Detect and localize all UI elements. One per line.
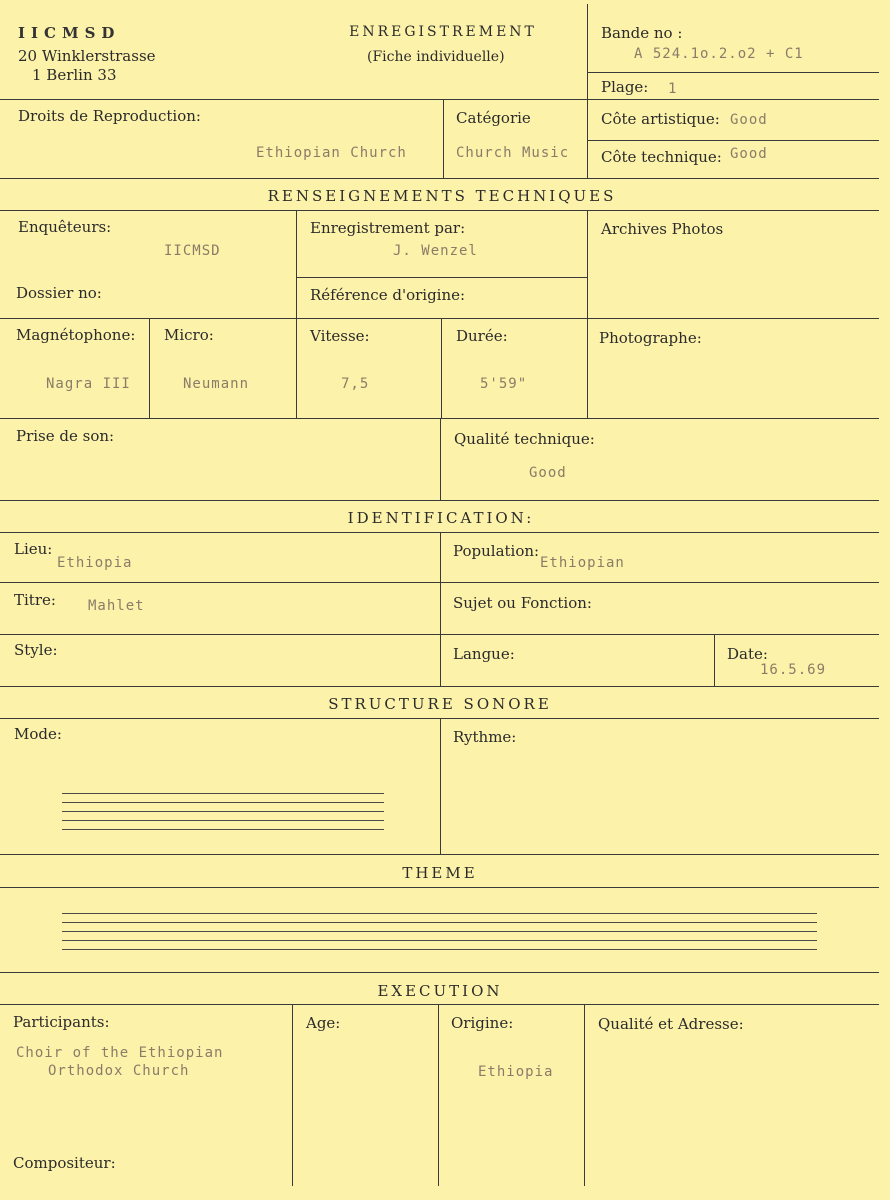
photographe-label: Photographe: xyxy=(599,329,702,347)
divider xyxy=(0,1004,879,1005)
participants-value-line2: Orthodox Church xyxy=(48,1063,190,1079)
population-value: Ethiopian xyxy=(540,555,625,571)
categorie-label: Catégorie xyxy=(456,109,531,127)
divider xyxy=(584,1004,585,1186)
divider xyxy=(0,582,879,583)
form-subtitle: (Fiche individuelle) xyxy=(367,49,505,65)
bande-label: Bande no : xyxy=(601,24,683,42)
divider xyxy=(0,500,879,501)
mode-staff-line xyxy=(62,802,384,803)
mode-staff-line xyxy=(62,793,384,794)
qualite-technique-value: Good xyxy=(529,465,567,481)
plage-label: Plage: xyxy=(601,78,649,96)
org-logo: IICMSD xyxy=(18,24,121,42)
divider xyxy=(0,99,879,100)
form-title: ENREGISTREMENT xyxy=(349,24,537,40)
sujet-fonction-label: Sujet ou Fonction: xyxy=(453,594,592,612)
origine-label: Origine: xyxy=(451,1014,514,1032)
style-label: Style: xyxy=(14,641,58,659)
magnetophone-value: Nagra III xyxy=(46,376,131,392)
divider xyxy=(0,210,879,211)
duree-value: 5'59" xyxy=(480,376,528,392)
theme-staff-line xyxy=(62,913,817,914)
divider xyxy=(441,318,442,418)
plage-value: 1 xyxy=(668,81,678,97)
address-line-1: 20 Winklerstrasse xyxy=(18,47,156,65)
section-title-execution: EXECUTION xyxy=(377,982,503,1000)
cote-artistique-value: Good xyxy=(730,112,768,128)
mode-staff-line xyxy=(62,811,384,812)
divider xyxy=(587,72,879,73)
qualite-adresse-label: Qualité et Adresse: xyxy=(598,1015,744,1033)
divider xyxy=(296,210,297,418)
origine-value: Ethiopia xyxy=(478,1064,554,1080)
date-value: 16.5.69 xyxy=(760,662,827,678)
divider xyxy=(0,887,879,888)
age-label: Age: xyxy=(306,1014,341,1032)
theme-staff-line xyxy=(62,949,817,950)
divider xyxy=(0,318,879,319)
divider xyxy=(587,4,588,178)
compositeur-label: Compositeur: xyxy=(13,1154,116,1172)
population-label: Population: xyxy=(453,542,540,560)
titre-value: Mahlet xyxy=(88,598,145,614)
address-line-2: 1 Berlin 33 xyxy=(32,66,117,84)
divider xyxy=(714,634,715,686)
divider xyxy=(149,318,150,418)
divider xyxy=(438,1004,439,1186)
qualite-technique-label: Qualité technique: xyxy=(454,430,595,448)
enqueteurs-label: Enquêteurs: xyxy=(18,218,112,236)
mode-staff-line xyxy=(62,820,384,821)
divider xyxy=(440,718,441,854)
cote-technique-label: Côte technique: xyxy=(601,148,722,166)
lieu-value: Ethiopia xyxy=(57,555,133,571)
magnetophone-label: Magnétophone: xyxy=(16,326,136,344)
langue-label: Langue: xyxy=(453,645,515,663)
enregistrement-par-value: J. Wenzel xyxy=(393,243,478,259)
micro-value: Neumann xyxy=(183,376,250,392)
divider xyxy=(292,1004,293,1186)
vitesse-label: Vitesse: xyxy=(310,327,370,345)
prise-de-son-label: Prise de son: xyxy=(16,427,115,445)
section-title-theme: THEME xyxy=(402,864,478,882)
cote-technique-value: Good xyxy=(730,146,768,162)
rythme-label: Rythme: xyxy=(453,728,517,746)
duree-label: Durée: xyxy=(456,327,508,345)
theme-staff-line xyxy=(62,931,817,932)
theme-staff-line xyxy=(62,922,817,923)
dossier-label: Dossier no: xyxy=(16,284,102,302)
divider xyxy=(440,532,441,686)
divider xyxy=(587,210,588,418)
enqueteurs-value: IICMSD xyxy=(164,243,221,259)
participants-label: Participants: xyxy=(13,1013,110,1031)
section-title-structure: STRUCTURE SONORE xyxy=(328,695,552,713)
section-title-techniques: RENSEIGNEMENTS TECHNIQUES xyxy=(267,187,617,205)
divider xyxy=(0,686,879,687)
divider xyxy=(0,972,879,973)
droits-value: Ethiopian Church xyxy=(256,145,407,161)
categorie-value: Church Music xyxy=(456,145,570,161)
micro-label: Micro: xyxy=(164,326,214,344)
divider xyxy=(587,140,879,141)
cote-artistique-label: Côte artistique: xyxy=(601,110,720,128)
mode-label: Mode: xyxy=(14,725,62,743)
section-title-identification: IDENTIFICATION: xyxy=(347,509,535,527)
date-label: Date: xyxy=(727,645,768,663)
divider xyxy=(0,854,879,855)
divider xyxy=(0,634,879,635)
droits-label: Droits de Reproduction: xyxy=(18,107,201,125)
mode-staff-line xyxy=(62,829,384,830)
divider xyxy=(440,418,441,500)
vitesse-value: 7,5 xyxy=(341,376,370,392)
lieu-label: Lieu: xyxy=(14,540,53,558)
divider xyxy=(0,178,879,179)
enregistrement-par-label: Enregistrement par: xyxy=(310,219,466,237)
divider xyxy=(443,99,444,178)
participants-value-line1: Choir of the Ethiopian xyxy=(16,1045,224,1061)
theme-staff-line xyxy=(62,940,817,941)
divider xyxy=(296,277,587,278)
bande-value: A 524.1o.2.o2 + C1 xyxy=(634,46,804,62)
titre-label: Titre: xyxy=(14,591,56,609)
reference-origine-label: Référence d'origine: xyxy=(310,286,466,304)
archives-photos-label: Archives Photos xyxy=(601,220,724,238)
